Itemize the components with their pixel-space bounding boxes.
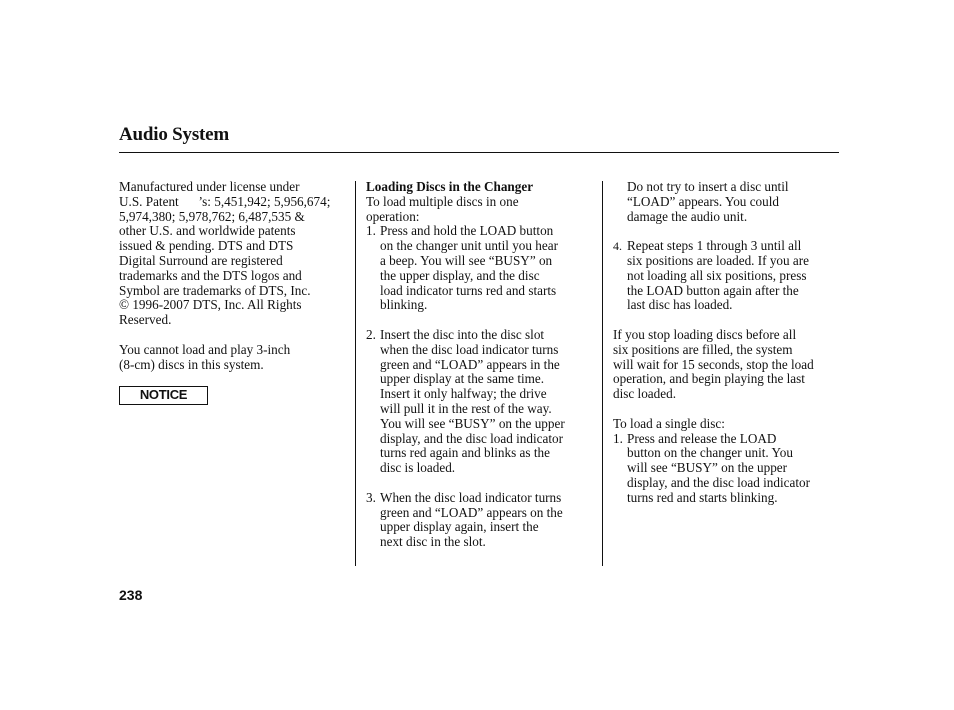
text-line: not loading all six positions, press [627, 267, 807, 283]
step-2 [366, 328, 596, 476]
license-paragraph [119, 180, 351, 328]
text-line: upper display again, insert the [380, 519, 539, 535]
text-line: display, and the disc load indicator [627, 474, 810, 490]
text-line: Repeat steps 1 through 3 until all [627, 238, 802, 254]
single-step-1 [613, 432, 841, 506]
text-line: Do not try to insert a disc until [627, 179, 789, 194]
text-line: Insert the disc into the disc slot [380, 326, 545, 342]
column-2 [366, 180, 596, 550]
single-disc-intro: To load a single disc: [613, 415, 725, 431]
text-line: damage the audio unit. [627, 208, 748, 224]
step-number: 4. [613, 239, 622, 254]
text-line: If you stop loading discs before all [613, 326, 797, 342]
text-line: green and “LOAD” appears in the [380, 356, 560, 372]
text-line: Digital Surround are registered [119, 252, 283, 268]
column-1 [119, 180, 351, 405]
text-line: six positions are loaded. If you are [627, 252, 810, 268]
text-line: the LOAD button again after the [627, 282, 799, 298]
step-1 [366, 224, 596, 313]
text-line: last disc has loaded. [627, 297, 733, 313]
text-line: issued & pending. DTS and DTS [119, 238, 294, 254]
step-number: 2. [366, 326, 376, 342]
step-number: 3. [366, 489, 376, 505]
text-line: upper display at the same time. [380, 371, 545, 387]
column-divider-2 [602, 181, 603, 566]
section-heading: Loading Discs in the Changer [366, 179, 534, 194]
text-line: Insert it only halfway; the drive [380, 386, 547, 402]
text-line: turns red again and blinks as the [380, 445, 550, 461]
text-line: when the disc load indicator turns [380, 341, 559, 357]
text-line: Reserved. [119, 312, 172, 328]
step-4 [613, 239, 841, 313]
text-line: will wait for 15 seconds, stop the load [613, 356, 814, 372]
text-line: “LOAD” appears. You could [627, 193, 779, 209]
text-line: green and “LOAD” appears on the [380, 504, 563, 520]
page-number: 238 [119, 587, 143, 603]
text-line: Manufactured under license under [119, 179, 300, 194]
disc-size-paragraph [119, 343, 351, 373]
text-line: You will see “BUSY” on the upper [380, 415, 565, 431]
text-line: display, and the disc load indicator [380, 430, 563, 446]
text-line: load indicator turns red and starts [380, 282, 557, 298]
text-line: (8-cm) discs in this system. [119, 356, 264, 372]
notice-badge: NOTICE [119, 386, 208, 405]
text-line: To load multiple discs in one [366, 193, 519, 209]
text-line: other U.S. and worldwide patents [119, 223, 296, 239]
text-line: will pull it in the rest of the way. [380, 400, 552, 416]
column-3 [613, 180, 841, 506]
text-line: U.S. Patent ’s: 5,451,942; 5,956,674; [119, 193, 331, 209]
text-line: blinking. [380, 297, 428, 313]
text-line: trademarks and the DTS logos and [119, 267, 302, 283]
title-rule [119, 152, 839, 153]
text-line: Press and release the LOAD [627, 430, 777, 446]
text-line: next disc in the slot. [380, 534, 486, 550]
column-divider-1 [355, 181, 356, 566]
text-line: When the disc load indicator turns [380, 489, 562, 505]
text-line: six positions are filled, the system [613, 341, 793, 357]
text-line: © 1996-2007 DTS, Inc. All Rights [119, 297, 302, 313]
text-line: operation: [366, 208, 420, 224]
caution-paragraph [613, 180, 841, 224]
text-line: disc loaded. [613, 386, 676, 402]
text-line: a beep. You will see “BUSY” on [380, 252, 553, 268]
text-line: button on the changer unit. You [627, 445, 793, 461]
step-3 [366, 491, 596, 550]
text-line: Press and hold the LOAD button [380, 223, 554, 239]
page-title: Audio System [119, 124, 230, 145]
text-line: the upper display, and the disc [380, 267, 540, 283]
text-line: will see “BUSY” on the upper [627, 460, 788, 476]
text-line: Symbol are trademarks of DTS, Inc. [119, 282, 311, 298]
step-number: 1. [366, 223, 376, 239]
text-line: on the changer unit until you hear [380, 238, 558, 254]
text-line: 5,974,380; 5,978,762; 6,487,535 & [119, 208, 305, 224]
stop-loading-paragraph [613, 328, 841, 402]
text-line: disc is loaded. [380, 460, 456, 476]
text-line: turns red and starts blinking. [627, 489, 778, 505]
text-line: You cannot load and play 3-inch [119, 341, 291, 357]
step-number: 1. [613, 430, 623, 446]
text-line: operation, and begin playing the last [613, 371, 805, 387]
